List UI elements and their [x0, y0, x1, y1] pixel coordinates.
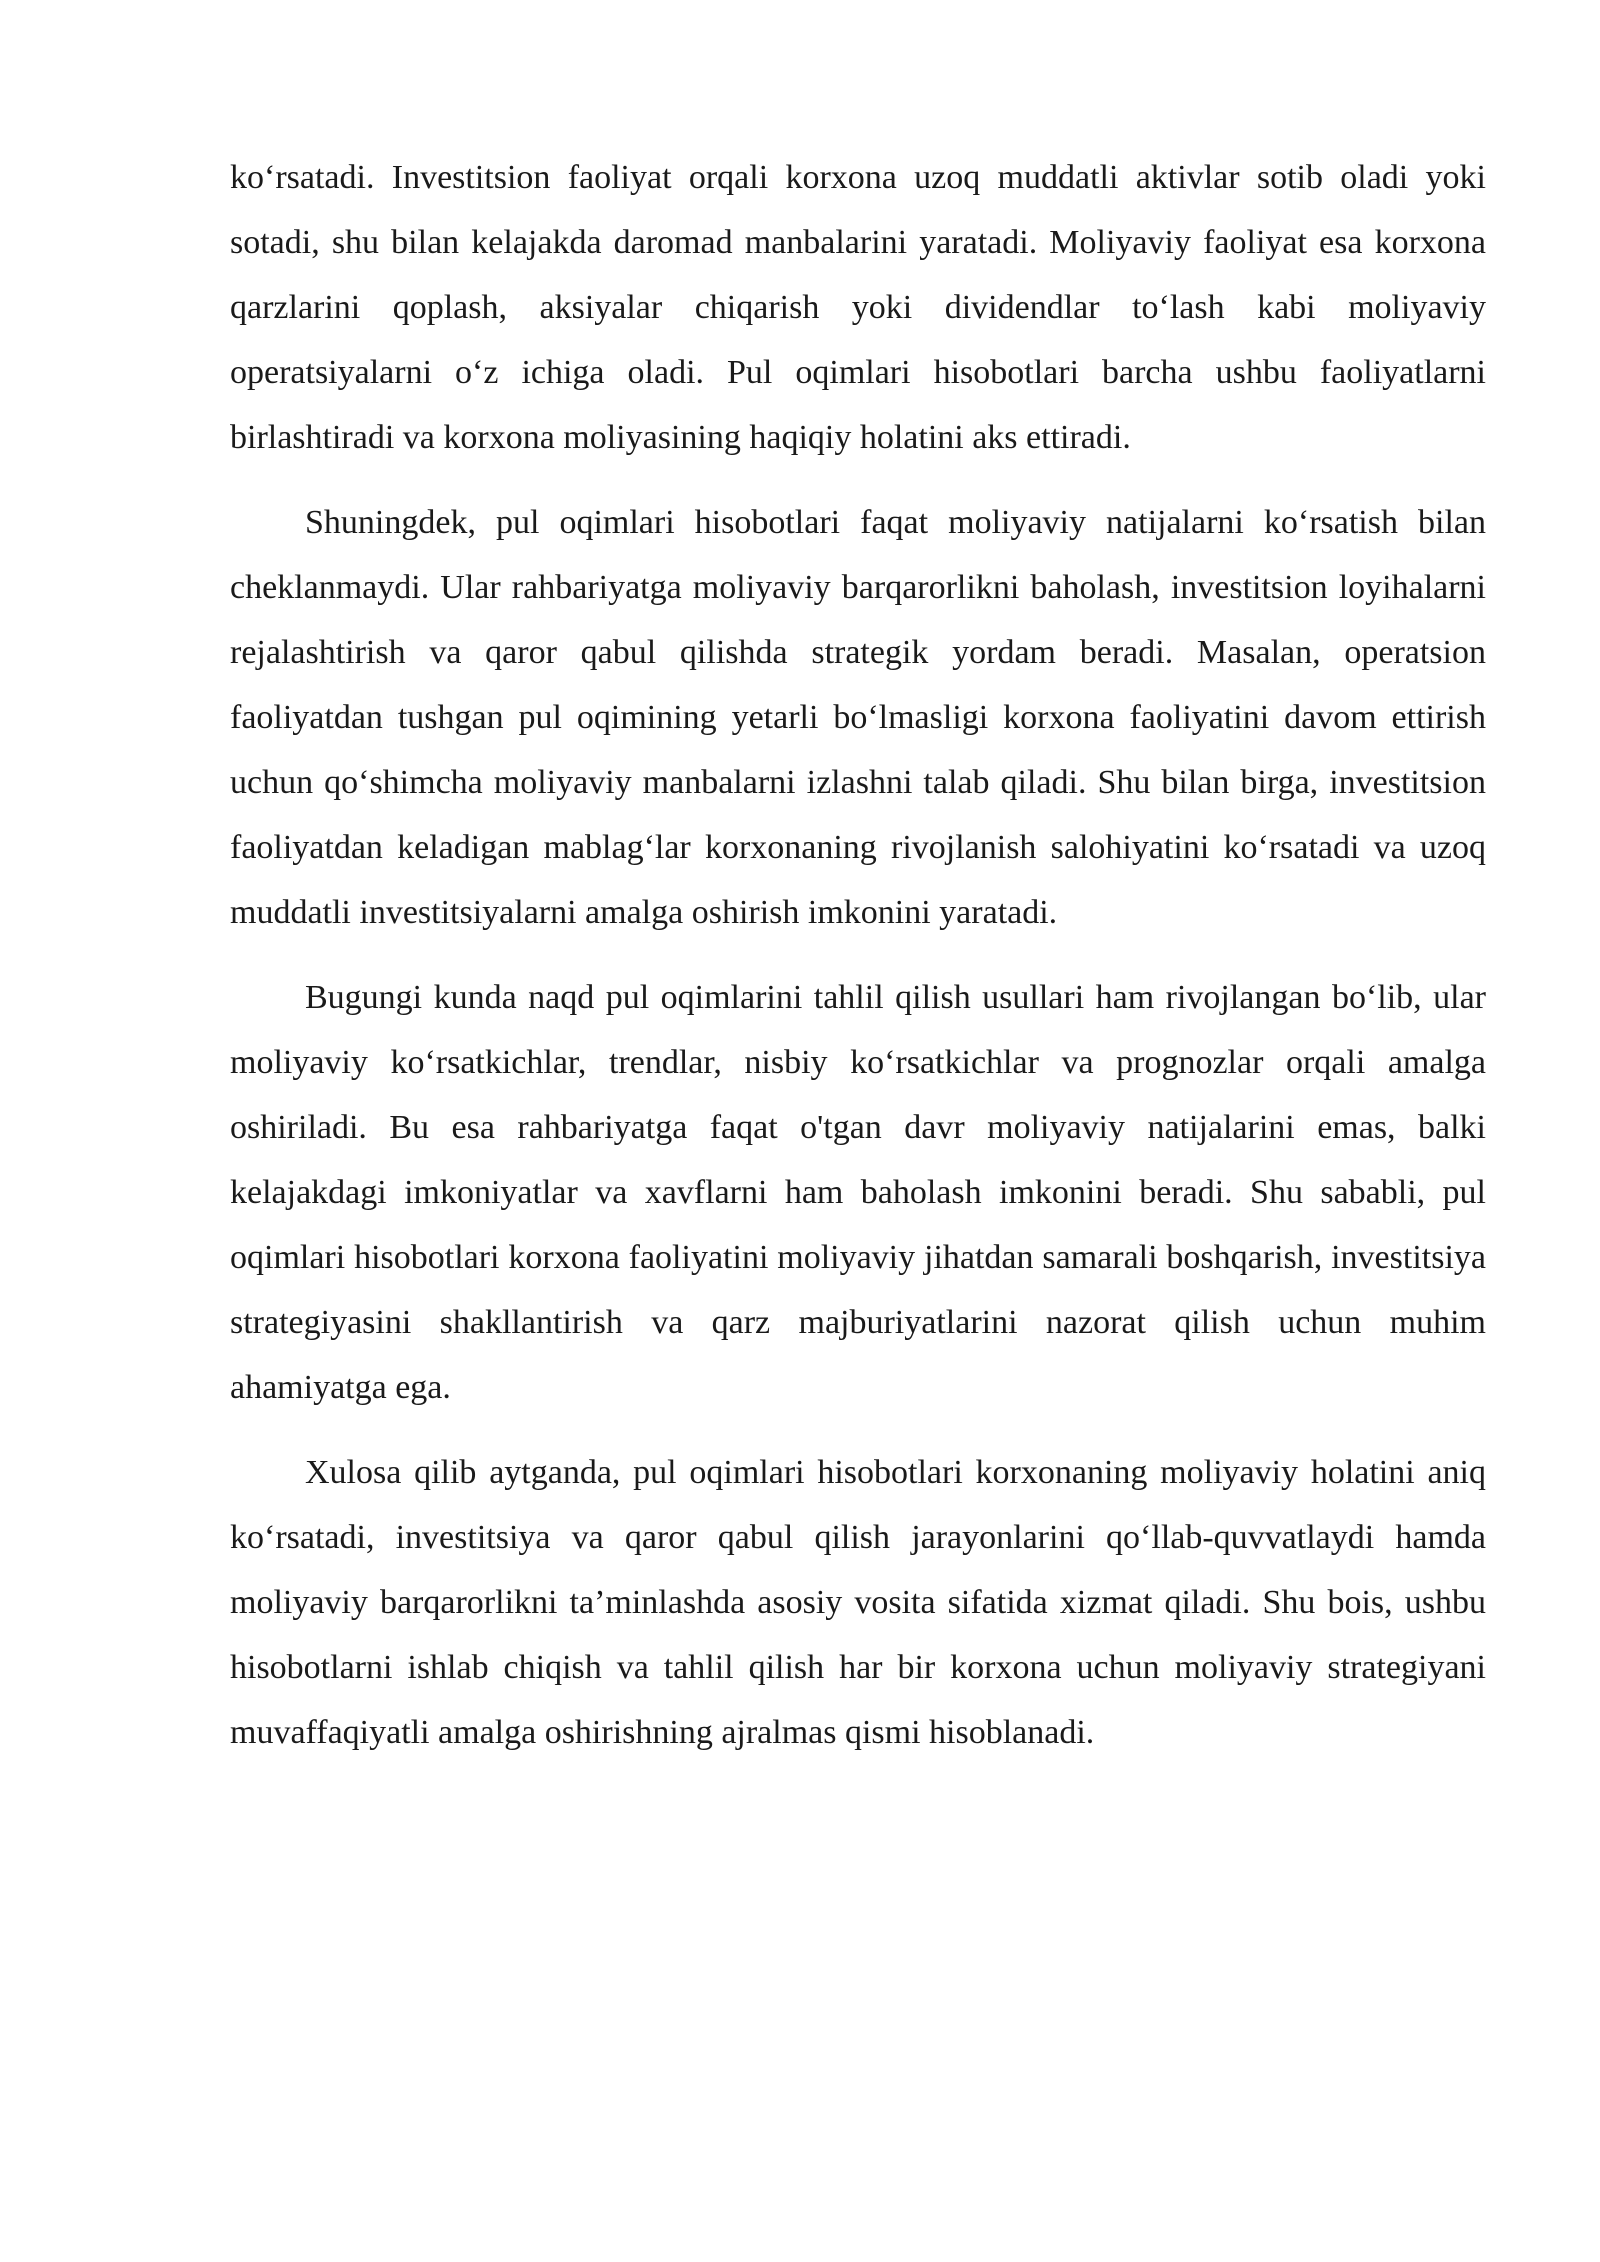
- paragraph-3: Bugungi kunda naqd pul oqimlarini tahlil qilish usullari ham rivojlangan bo‘lib, ular moliyaviy ko‘rsatkichlar, trendlar, nisbiy ko‘rsatkichlar va prognozlar orqali amalga oshiriladi. Bu esa rahbariyatga faqat o'tgan davr moliyaviy natijalarini emas, balki kelajakdagi imkoniyatlar va xavflarni ham baholash imkonini beradi. Shu sababli, pul oqimlari hisobotlari korxona faoliyatini moliyaviy jihatdan samarali boshqarish, investitsiya strategiyasini shakllantirish va qarz majburiyatlarini nazorat qilish uchun muhim ahamiyatga ega.: [230, 979, 1486, 1406]
- paragraph-1: ko‘rsatadi. Investitsion faoliyat orqali korxona uzoq muddatli aktivlar sotib oladi yoki sotadi, shu bilan kelajakda daromad manbalarini yaratadi. Moliyaviy faoliyat esa korxona qarzlarini qoplash, aksiyalar chiqarish yoki dividendlar to‘lash kabi moliyaviy operatsiyalarni o‘z ichiga oladi. Pul oqimlari hisobotlari barcha ushbu faoliyatlarni birlashtiradi va korxona moliyasining haqiqiy holatini aks ettiradi.: [230, 159, 1486, 456]
- document-body: [230, 145, 1486, 1785]
- paragraph-2: Shuningdek, pul oqimlari hisobotlari faqat moliyaviy natijalarni ko‘rsatish bilan cheklanmaydi. Ular rahbariyatga moliyaviy barqarorlikni baholash, investitsion loyihalarni rejalashtirish va qaror qabul qilishda strategik yordam beradi. Masalan, operatsion faoliyatdan tushgan pul oqimining yetarli bo‘lmasligi korxona faoliyatini davom ettirish uchun qo‘shimcha moliyaviy manbalarni izlashni talab qiladi. Shu bilan birga, investitsion faoliyatdan keladigan mablag‘lar korxonaning rivojlanish salohiyatini ko‘rsatadi va uzoq muddatli investitsiyalarni amalga oshirish imkonini yaratadi.: [230, 504, 1486, 931]
- paragraph-4: Xulosa qilib aytganda, pul oqimlari hisobotlari korxonaning moliyaviy holatini aniq ko‘rsatadi, investitsiya va qaror qabul qilish jarayonlarini qo‘llab-quvvatlaydi hamda moliyaviy barqarorlikni ta’minlashda asosiy vosita sifatida xizmat qiladi. Shu bois, ushbu hisobotlarni ishlab chiqish va tahlil qilish har bir korxona uchun moliyaviy strategiyani muvaffaqiyatli amalga oshirishning ajralmas qismi hisoblanadi.: [230, 1454, 1486, 1751]
